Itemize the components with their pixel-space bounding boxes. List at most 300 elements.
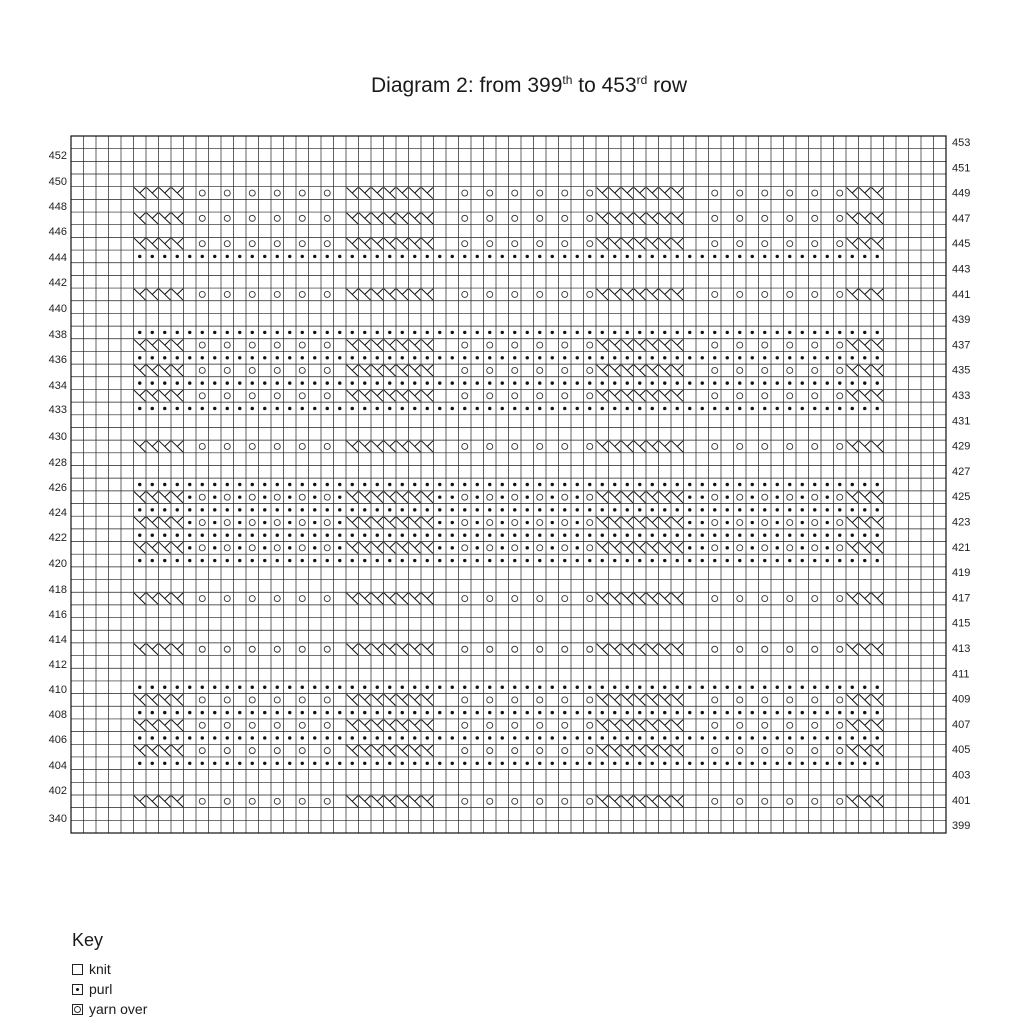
purl-stitch [376,559,379,562]
decrease-stitch [609,492,620,503]
decrease-stitch [872,390,883,401]
yarn-over-stitch [224,545,230,551]
purl-stitch [551,533,554,536]
purl-stitch [388,736,391,739]
purl-stitch [526,255,529,258]
yarn-over-stitch [587,291,593,297]
purl-stitch [388,762,391,765]
decrease-stitch [847,694,858,705]
yarn-over-stitch [787,367,793,373]
purl-stitch [863,559,866,562]
decrease-stitch [409,390,420,401]
purl-stitch [788,331,791,334]
purl-stitch [276,407,279,410]
purl-stitch [876,381,879,384]
yarn-over-stitch [199,494,205,500]
yarn-over-stitch [587,596,593,602]
decrease-stitch [134,796,145,807]
decrease-stitch [659,720,670,731]
decrease-stitch [422,441,433,452]
yarn-over-stitch [487,393,493,399]
yarn-over-stitch [762,545,768,551]
purl-stitch [638,483,641,486]
yarn-over-stitch [224,520,230,526]
decrease-stitch [859,720,870,731]
yarn-over-stitch [199,190,205,196]
yarn-over-stitch [324,697,330,703]
purl-stitch [251,762,254,765]
yarn-over-stitch [537,342,543,348]
decrease-stitch [372,694,383,705]
decrease-stitch [622,694,633,705]
decrease-stitch [659,644,670,655]
yarn-over-stitch [324,520,330,526]
purl-stitch [588,508,591,511]
yarn-over-stitch [712,342,718,348]
purl-stitch [801,495,804,498]
yarn-over-stitch [812,494,818,500]
purl-stitch [301,762,304,765]
purl-stitch [551,356,554,359]
yarn-over-stitch [462,215,468,221]
purl-stitch [501,255,504,258]
purl-stitch [338,711,341,714]
yarn-over-stitch [537,798,543,804]
purl-stitch [676,331,679,334]
yarn-over-stitch [249,393,255,399]
yarn-over-stitch [274,443,280,449]
purl-stitch [788,255,791,258]
decrease-stitch [872,517,883,528]
purl-stitch [363,381,366,384]
purl-stitch [576,533,579,536]
purl-stitch [751,356,754,359]
decrease-stitch [359,694,370,705]
purl-stitch [201,686,204,689]
purl-stitch [826,508,829,511]
purl-stitch [213,533,216,536]
purl-stitch [376,762,379,765]
purl-stitch [226,711,229,714]
purl-stitch [288,331,291,334]
yarn-over-stitch [737,545,743,551]
decrease-stitch [172,289,183,300]
purl-stitch [726,381,729,384]
yarn-over-stitch [512,393,518,399]
yarn-over-stitch [537,748,543,754]
decrease-stitch [147,796,158,807]
decrease-stitch [359,238,370,249]
purl-stitch [388,686,391,689]
purl-stitch [438,559,441,562]
purl-stitch [488,559,491,562]
purl-stitch [438,407,441,410]
purl-stitch [426,381,429,384]
purl-stitch [851,711,854,714]
purl-stitch [363,762,366,765]
yarn-over-stitch [299,545,305,551]
purl-stitch [451,381,454,384]
purl-stitch [488,331,491,334]
decrease-stitch [622,745,633,756]
decrease-stitch [609,694,620,705]
purl-stitch [301,356,304,359]
purl-stitch [726,356,729,359]
purl-stitch [438,381,441,384]
decrease-stitch [609,542,620,553]
purl-stitch [376,331,379,334]
purl-stitch [463,508,466,511]
yarn-over-stitch [274,367,280,373]
yarn-over-stitch [324,646,330,652]
purl-stitch [301,331,304,334]
purl-stitch [688,381,691,384]
purl-stitch [551,495,554,498]
purl-stitch [763,736,766,739]
yarn-over-stitch [199,291,205,297]
purl-stitch [363,686,366,689]
left-row-label: 406 [48,734,67,746]
purl-stitch [451,255,454,258]
yarn-over-stitch [562,393,568,399]
decrease-stitch [847,796,858,807]
purl-stitch [326,331,329,334]
yarn-over-stitch [737,494,743,500]
yarn-over-stitch [537,545,543,551]
yarn-over-stitch [249,190,255,196]
yarn-over-stitch [562,190,568,196]
purl-stitch [638,508,641,511]
decrease-stitch [647,441,658,452]
decrease-stitch [147,213,158,224]
purl-stitch [676,255,679,258]
purl-stitch [363,331,366,334]
purl-stitch [601,711,604,714]
purl-stitch [551,546,554,549]
purl-stitch [563,483,566,486]
purl-stitch [201,483,204,486]
purl-stitch [188,483,191,486]
yarn-over-stitch [462,748,468,754]
yarn-over-stitch [837,291,843,297]
decrease-stitch [384,340,395,351]
purl-stitch [526,508,529,511]
decrease-stitch [347,745,358,756]
yarn-over-stitch [837,443,843,449]
purl-stitch [663,736,666,739]
purl-stitch [688,495,691,498]
decrease-stitch [622,441,633,452]
purl-stitch [463,381,466,384]
purl-stitch [513,559,516,562]
decrease-stitch [397,694,408,705]
purl-stitch [288,381,291,384]
decrease-stitch [159,340,170,351]
purl-stitch [213,508,216,511]
right-row-label: 419 [952,567,971,580]
purl-stitch [451,356,454,359]
yarn-over-stitch [324,215,330,221]
purl-stitch [563,686,566,689]
purl-stitch [801,711,804,714]
purl-stitch [701,483,704,486]
left-row-label: 434 [48,380,67,392]
purl-stitch [701,407,704,410]
purl-stitch [626,381,629,384]
yarn-over-stitch [487,291,493,297]
decrease-stitch [147,340,158,351]
yarn-over-stitch [299,241,305,247]
purl-stitch [163,533,166,536]
purl-stitch [526,495,529,498]
purl-stitch [201,255,204,258]
yarn-over-stitch [562,443,568,449]
purl-stitch [751,521,754,524]
purl-stitch [526,521,529,524]
purl-stitch [401,736,404,739]
right-row-label: 453 [952,137,971,149]
purl-stitch [751,255,754,258]
yarn-over-stitch [324,443,330,449]
yarn-over-stitch [487,697,493,703]
decrease-stitch [622,187,633,198]
purl-stitch [176,736,179,739]
purl-stitch [426,711,429,714]
purl-stitch [401,711,404,714]
purl-stitch [351,762,354,765]
purl-stitch [813,483,816,486]
purl-stitch [663,255,666,258]
purl-stitch [301,508,304,511]
purl-stitch [138,331,141,334]
decrease-stitch [372,289,383,300]
yarn-over-stitch [462,798,468,804]
purl-stitch [276,331,279,334]
purl-stitch [738,407,741,410]
right-row-label: 431 [952,415,971,428]
purl-stitch [213,546,216,549]
purl-stitch [176,533,179,536]
decrease-stitch [872,796,883,807]
yarn-over-stitch [537,241,543,247]
purl-stitch [188,407,191,410]
yarn-over-stitch [587,545,593,551]
yarn-over-stitch [224,342,230,348]
purl-stitch [663,762,666,765]
yarn-over-stitch [762,697,768,703]
decrease-stitch [597,187,608,198]
purl-stitch [326,762,329,765]
decrease-stitch [634,289,645,300]
purl-stitch [663,356,666,359]
purl-stitch [776,508,779,511]
purl-stitch [263,521,266,524]
decrease-stitch [609,187,620,198]
purl-stitch [463,331,466,334]
yarn-over-stitch [299,190,305,196]
decrease-stitch [409,542,420,553]
right-row-label: 445 [952,238,971,251]
purl-stitch [351,483,354,486]
purl-stitch [226,407,229,410]
yarn-over-stitch [462,342,468,348]
purl-stitch [138,508,141,511]
yarn-over-stitch [512,494,518,500]
yarn-over-stitch [712,697,718,703]
decrease-stitch [872,720,883,731]
purl-stitch [326,533,329,536]
yarn-over-stitch [462,697,468,703]
purl-stitch [238,533,241,536]
decrease-stitch [672,694,683,705]
decrease-stitch [409,340,420,351]
purl-stitch [213,255,216,258]
purl-stitch [588,331,591,334]
purl-stitch [413,407,416,410]
purl-stitch [801,736,804,739]
yarn-over-stitch [587,393,593,399]
decrease-stitch [172,390,183,401]
purl-stitch [738,381,741,384]
decrease-stitch [872,213,883,224]
yarn-over-stitch [762,342,768,348]
purl-stitch [188,255,191,258]
purl-stitch [801,381,804,384]
yarn-over-stitch [462,393,468,399]
right-row-label: 407 [952,718,971,731]
decrease-stitch [372,213,383,224]
purl-stitch [601,736,604,739]
yarn-over-stitch [787,342,793,348]
purl-stitch [551,762,554,765]
purl-stitch [876,736,879,739]
purl-stitch [438,495,441,498]
purl-stitch [226,762,229,765]
decrease-stitch [672,644,683,655]
decrease-stitch [859,644,870,655]
decrease-stitch [359,517,370,528]
decrease-stitch [672,187,683,198]
purl-stitch [451,533,454,536]
purl-stitch [351,381,354,384]
purl-stitch [563,762,566,765]
purl-stitch [313,736,316,739]
purl-stitch [863,356,866,359]
decrease-stitch [422,340,433,351]
purl-stitch [188,736,191,739]
decrease-stitch [134,441,145,452]
purl-stitch [213,331,216,334]
decrease-stitch [609,644,620,655]
purl-stitch [188,356,191,359]
purl-stitch [801,255,804,258]
purl-stitch [701,508,704,511]
purl-stitch [776,495,779,498]
decrease-stitch [847,187,858,198]
yarn-over-stitch [837,367,843,373]
purl-stitch [376,508,379,511]
purl-stitch [826,255,829,258]
decrease-stitch [422,492,433,503]
yarn-over-stitch [562,342,568,348]
decrease-stitch [347,238,358,249]
purl-stitch [763,508,766,511]
purl-stitch [651,508,654,511]
purl-stitch [413,762,416,765]
purl-stitch [263,495,266,498]
decrease-stitch [597,213,608,224]
decrease-stitch [159,213,170,224]
yarn-over-stitch [249,596,255,602]
decrease-stitch [359,390,370,401]
purl-stitch [576,686,579,689]
purl-stitch [213,736,216,739]
purl-stitch [138,533,141,536]
yarn-over-stitch [512,241,518,247]
purl-stitch [388,255,391,258]
yarn-over-stitch [199,697,205,703]
purl-stitch [713,711,716,714]
purl-stitch [501,483,504,486]
purl-stitch [551,255,554,258]
purl-stitch [863,381,866,384]
left-row-label: 414 [48,634,67,646]
yarn-over-stitch [512,520,518,526]
purl-stitch [351,255,354,258]
decrease-stitch [147,365,158,376]
left-row-label: 402 [48,785,67,797]
yarn-over-stitch [837,646,843,652]
yarn-over-stitch [712,545,718,551]
decrease-stitch [372,441,383,452]
purl-stitch [538,331,541,334]
decrease-stitch [159,390,170,401]
purl-stitch [588,711,591,714]
purl-stitch [463,533,466,536]
decrease-stitch [647,340,658,351]
decrease-stitch [609,289,620,300]
purl-stitch [201,711,204,714]
purl-stitch [263,331,266,334]
purl-stitch [488,381,491,384]
yarn-over-stitch [224,367,230,373]
purl-stitch [663,331,666,334]
yarn-over-stitch [512,697,518,703]
yarn-over-stitch [562,798,568,804]
purl-stitch [576,736,579,739]
purl-stitch [813,533,816,536]
decrease-stitch [859,238,870,249]
purl-stitch [676,483,679,486]
purl-stitch [438,508,441,511]
purl-stitch [238,255,241,258]
purl-stitch [176,559,179,562]
purl-stitch [338,356,341,359]
purl-stitch [426,255,429,258]
decrease-stitch [134,517,145,528]
purl-stitch [876,533,879,536]
purl-stitch [601,559,604,562]
purl-stitch [613,331,616,334]
purl-stitch [501,521,504,524]
yarn-over-stitch [324,291,330,297]
purl-stitch [238,686,241,689]
purl-stitch [163,356,166,359]
decrease-stitch [647,593,658,604]
yarn-over-stitch [324,494,330,500]
decrease-stitch [847,542,858,553]
purl-stitch [713,508,716,511]
